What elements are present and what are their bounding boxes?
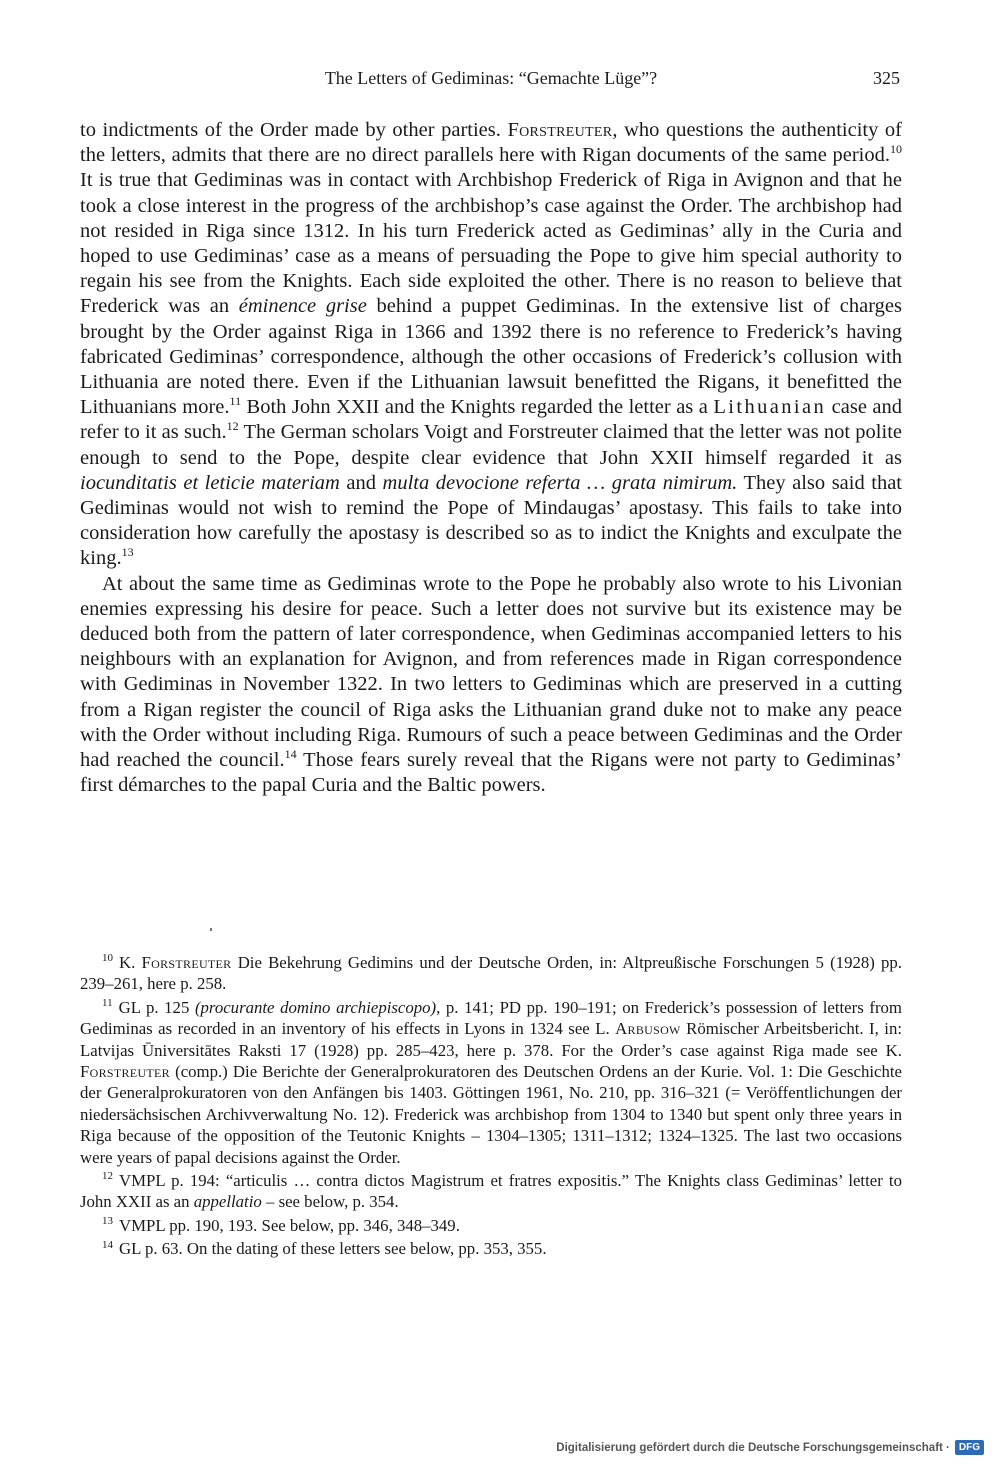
page-number: 325 [873,68,900,88]
footnote-11 [80,997,902,1168]
footnote-text: K. [119,953,142,972]
italic-multa-devocione: multa devocione referta … grata nimirum. [382,471,738,494]
footnote-ref-13[interactable]: 13 [121,545,134,560]
footnote-13 [80,1215,902,1236]
p1-text-6: case and refer to it as such. [80,396,902,444]
footnote-number: 14 [102,1238,113,1251]
p1-text-5: Both John XXII and the Knights regarded the letter as a [241,396,714,419]
author-name: Arbusow [615,1019,681,1039]
p1-text-4: behind a puppet Gediminas. In the extensive list of charges brought by the Order against Riga in 1366 and 1392 there is no reference to Frederick’s having fabricated Gediminas’ correspondence, although the other occasions of Frederick’s collusion with Lithuania are noted there. Even if the Lithuanian lawsuit benefitted the Rigans, it benefitted the Lithuanians more. [80,295,902,419]
paragraph-1 [80,118,902,572]
italic-eminence-grise: éminence grise [238,295,367,318]
running-title: The Letters of Gediminas: “Gemachte Lüge”? [324,68,658,88]
footnote-text: VMPL p. 194: “articulis … contra dictos Magistrum et fratres expositis.” The Knights class Gediminas’ letter to John XXII as an [80,1171,902,1212]
italic-iocunditatis: iocunditatis et leticie materiam [80,471,340,494]
main-text [80,118,902,798]
footnote-text: GL p. 125 [118,997,195,1017]
footnotes [80,952,902,1262]
footnote-text: – see below, p. 354. [261,1192,399,1212]
author-name-forstreuter: Forstreuter [507,119,613,141]
p1-text-3: It is true that Gediminas was in contact with Archbishop Frederick of Riga in Avignon and that he took a close interest in the progress of the archbishop’s case against the Order. The archbishop had not resided in Riga since 1312. In his turn Frederick acted as Gediminas’ ally in the Curia and hoped to use Gediminas’ case as a means of persuading the Pope to give him special authority to regain his see from the Knights. Each side exploited the other. There is no reason to believe that Frederick was an [80,169,902,318]
footnote-text: (comp.) Die Berichte der Generalprokuratoren des Deutschen Ordens an der Kurie. Vol. 1: Die Geschichte der Generalprokuratoren von den Anfängen bis 1403. Göttingen 1961, No. 210, pp. 316–321 (= Veröffentlichungen der niedersächsischen Archivverwaltung No. 12). Frederick was archbishop from 1304 to 1340 but spent only three years in Riga because of the opposition of the Teutonic Knights – 1304–1305; 1311–1312; 1324–1325. The last two occasions were years of papal decisions against the Order. [80,1062,902,1167]
p1-text-2: , who questions the authenticity of the letters, admits that there are no direct parallels here with Rigan documents of the same period. [80,119,902,167]
digitization-credit [556,1440,984,1455]
footnote-10 [80,952,902,995]
footnote-text: VMPL pp. 190, 193. See below, pp. 346, 348–349. [119,1215,460,1235]
footnote-number: 11 [102,997,113,1010]
footnote-14 [80,1238,902,1259]
p2-text-2: Those fears surely reveal that the Rigans were not party to Gediminas’ first démarches to the papal Curia and the Baltic powers. [80,749,902,797]
footnote-text: , p. 141; PD pp. 190–191; on Frederick’s possession of letters from Gediminas as recorded in an inventory of his effects in Lyons in 1324 see L. [80,997,902,1039]
footnote-italic: appellatio [193,1192,262,1212]
footnote-text: GL p. 63. On the dating of these letters see below, pp. 353, 355. [119,1239,547,1259]
footnote-text: Die Bekehrung Gedimins und der Deutsche Orden, in: Altpreußische Forschungen 5 (1928) pp. 239–261, here p. 258. [80,953,903,994]
running-head [82,68,900,98]
author-name: Forstreuter [80,1062,170,1082]
p1-text-9: They also said that Gediminas would not wish to remind the Pope of Mindaugas’ apostasy. This fails to take into consideration how carefully the apostasy is described so as to indict the Knights and exculpate the king. [80,471,902,570]
footnote-number: 12 [102,1170,113,1183]
p1-text-1: to indictments of the Order made by other parties. [80,119,508,141]
footnote-number: 10 [102,952,113,965]
paragraph-2 [80,572,902,799]
spaced-word-lithuanian: Lithuanian [713,396,827,419]
scan-speck [210,928,212,931]
p1-text-7: The German scholars Voigt and Forstreuter claimed that the letter was not polite enough to send to the Pope, despite clear evidence that John XXII himself regarded it as [80,421,902,469]
dfg-logo-icon: DFG [955,1440,984,1455]
footnote-text: Römischer Arbeitsbericht. I, in: Latvijas Ūniversitātes Raksti 17 (1928) pp. 285–423, here p. 378. For the Order’s case against Riga made see K. [80,1019,902,1060]
credit-text: Digitalisierung gefördert durch die Deutsche Forschungsgemeinschaft · [556,1441,950,1454]
footnote-number: 13 [102,1215,113,1228]
author-name: Forstreuter [141,953,232,972]
footnote-12 [80,1170,902,1213]
p2-text-1: At about the same time as Gediminas wrote to the Pope he probably also wrote to his Livonian enemies expressing his desire for peace. Such a letter does not survive but its existence may be deduced both from the pattern of later correspondence, when Gediminas accompanied letters to his neighbours with an explanation for Avignon, and from references made in Rigan correspondence with Gediminas in November 1322. In two letters to Gediminas which are preserved in a cutting from a Rigan register the council of Riga asks the Lithuanian grand duke not to make any peace with the Order without including Riga. Rumours of such a peace between Gediminas and the Order had reached the council. [80,572,902,772]
footnote-ref-14[interactable]: 14 [284,747,297,762]
footnote-ref-12[interactable]: 12 [226,419,239,434]
footnote-ref-10[interactable]: 10 [890,142,902,157]
footnote-italic: (procurante domino archiepiscopo) [194,997,437,1017]
p1-text-8: and [339,471,383,494]
footnote-ref-11[interactable]: 11 [229,394,242,409]
